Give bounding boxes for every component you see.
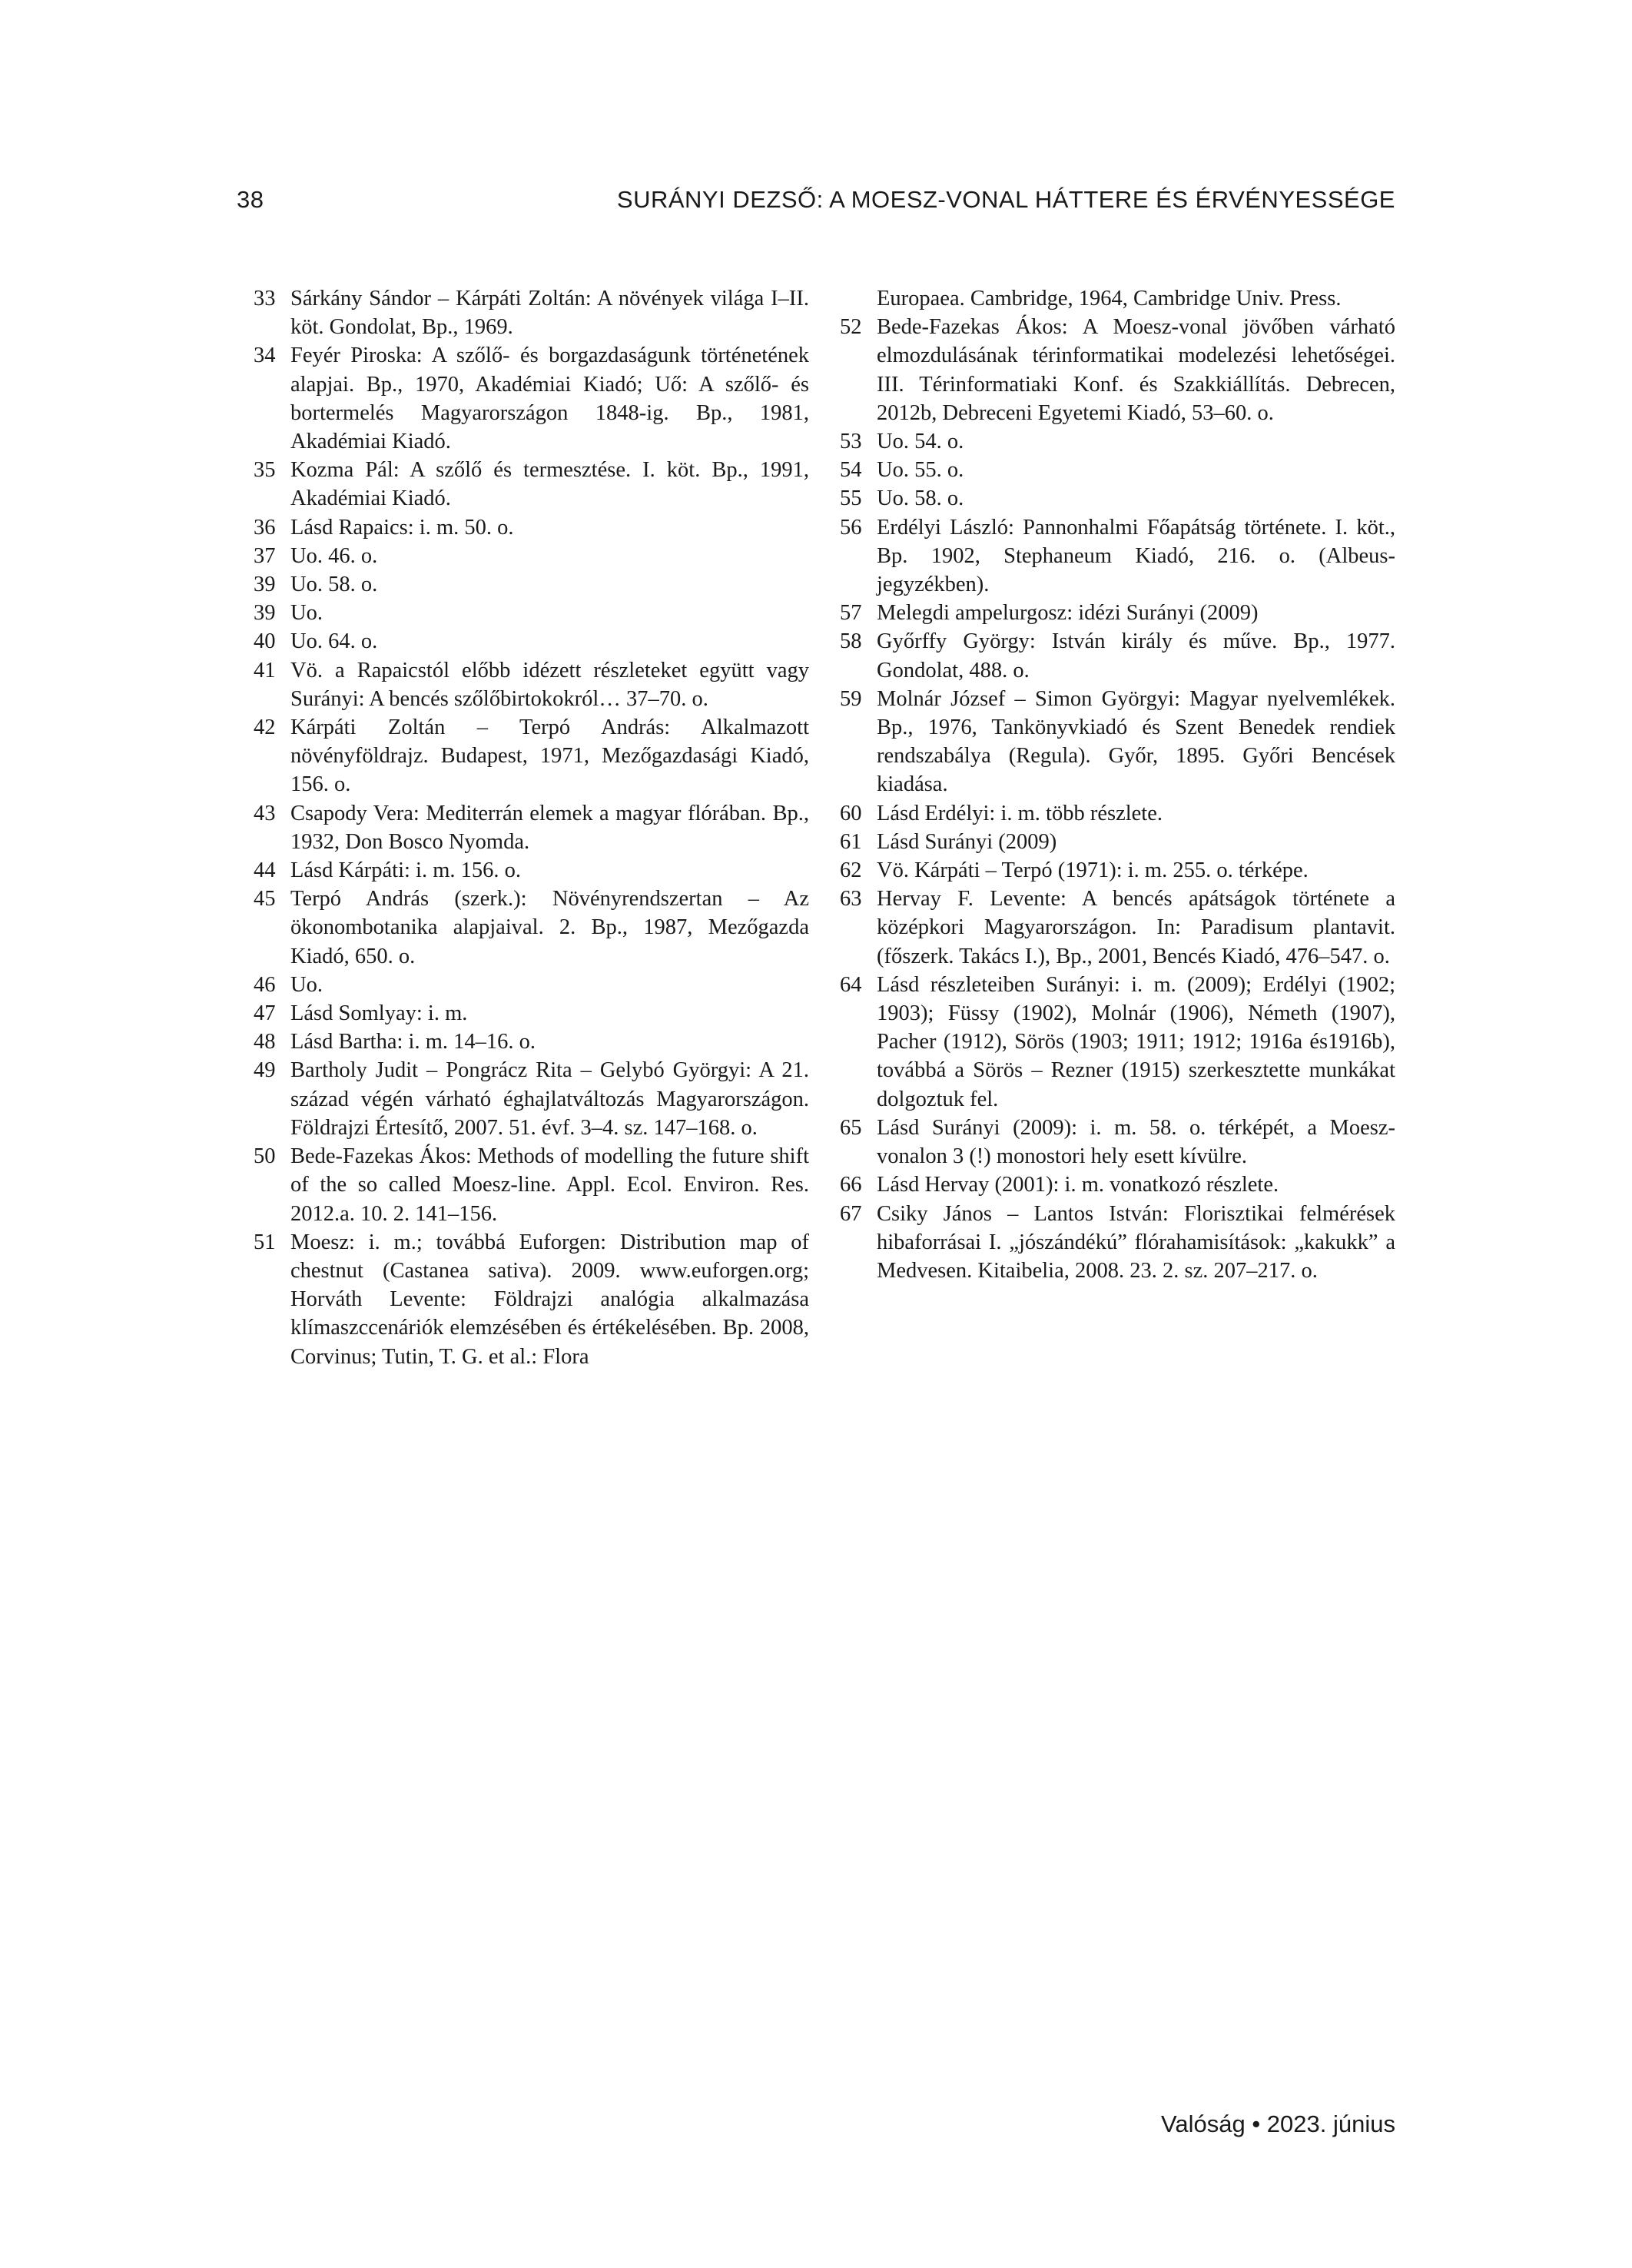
endnote <box>237 284 809 341</box>
endnote-number <box>823 284 877 313</box>
endnote-number: 47 <box>254 1001 276 1026</box>
page-footer: Valóság • 2023. június <box>1161 2110 1395 2137</box>
endnotes <box>237 284 1395 1371</box>
endnote-number: 45 <box>254 887 276 912</box>
endnote <box>823 1171 1395 1199</box>
endnote-text: Uo. <box>290 972 323 997</box>
endnote-text: Uo. 46. o. <box>290 543 378 568</box>
endnote-text: Csiky János – Lantos István: Florisztikai felmérések hibaforrásai I. „jószándékú” flórahamisítások: „kakukk” a Medvesen. Kitaibelia, 2008. 23. 2. sz. 207–217. o. <box>877 1201 1395 1283</box>
endnote-text: Vö. Kárpáti – Terpó (1971): i. m. 255. o. térképe. <box>877 858 1309 883</box>
endnote-text: Europaea. Cambridge, 1964, Cambridge Univ. Press. <box>877 287 1342 310</box>
endnote-text: Lásd Kárpáti: i. m. 156. o. <box>290 858 521 883</box>
endnote-text: Lásd Bartha: i. m. 14–16. o. <box>290 1030 536 1054</box>
endnote <box>823 685 1395 799</box>
endnote <box>237 599 809 627</box>
endnote <box>823 599 1395 627</box>
endnote <box>823 885 1395 971</box>
endnote <box>823 284 1395 313</box>
endnote-text: Uo. 64. o. <box>290 629 378 654</box>
endnote <box>823 484 1395 513</box>
endnote-text: Terpó András (szerk.): Növényrendszertan – Az ökonombotanika alapjaival. 2. Bp., 1987, Mezőgazda Kiadó, 650. o. <box>290 887 809 968</box>
endnote-number: 53 <box>840 430 862 454</box>
endnote <box>237 1028 809 1056</box>
endnote <box>237 456 809 513</box>
endnote <box>237 885 809 971</box>
endnote-number: 48 <box>254 1030 276 1054</box>
endnote-text: Sárkány Sándor – Kárpáti Zoltán: A növények világa I–II. köt. Gondolat, Bp., 1969. <box>290 287 809 340</box>
endnote <box>237 971 809 999</box>
endnote-number: 34 <box>254 344 276 368</box>
endnote-number: 50 <box>254 1144 276 1169</box>
endnote-text: Vö. a Rapaicstól előbb idézett részleteket együtt vagy Surányi: A bencés szőlőbirtokokról… 37–70. o. <box>290 658 809 711</box>
endnote-number: 44 <box>254 858 276 883</box>
endnote-text: Kozma Pál: A szőlő és termesztése. I. köt. Bp., 1991, Akadémiai Kiadó. <box>290 458 809 511</box>
endnote-text: Molnár József – Simon Györgyi: Magyar nyelvemlékek. Bp., 1976, Tankönyvkiadó és Szent Benedek rendiek rendszabálya (Regula). Győr, 1895. Győri Bencések kiadása. <box>877 686 1395 797</box>
endnote-number: 35 <box>254 458 276 483</box>
endnotes-left-column <box>237 284 809 1371</box>
endnote-number: 56 <box>840 515 862 540</box>
endnote-number: 36 <box>254 515 276 540</box>
endnote <box>237 341 809 456</box>
endnote <box>823 856 1395 885</box>
endnote-text: Lásd Surányi (2009): i. m. 58. o. térképét, a Moesz-vonalon 3 (!) monostori hely esett kívülre. <box>877 1115 1395 1169</box>
endnote <box>237 542 809 570</box>
endnote-text: Uo. 58. o. <box>877 486 964 511</box>
endnote-number: 62 <box>840 858 862 883</box>
endnote <box>823 799 1395 828</box>
endnote-number: 43 <box>254 801 276 825</box>
endnote-number: 57 <box>840 601 862 626</box>
endnote-text: Uo. 54. o. <box>877 430 964 454</box>
endnote-text: Lásd Somlyay: i. m. <box>290 1001 468 1026</box>
endnote-number: 41 <box>254 658 276 682</box>
endnote-text: Melegdi ampelurgosz: idézi Surányi (2009) <box>877 601 1259 626</box>
endnote-number: 33 <box>254 287 276 310</box>
endnote-number: 59 <box>840 686 862 711</box>
endnote-number: 60 <box>840 801 862 825</box>
endnote-text: Uo. 58. o. <box>290 573 378 597</box>
endnote <box>237 1056 809 1142</box>
endnote-number: 54 <box>840 458 862 483</box>
endnote-number: 55 <box>840 486 862 511</box>
endnote <box>823 427 1395 456</box>
endnote <box>823 513 1395 599</box>
endnote-number: 46 <box>254 972 276 997</box>
endnote-text: Győrffy György: István király és műve. Bp., 1977. Gondolat, 488. o. <box>877 629 1395 682</box>
endnote <box>237 856 809 885</box>
endnote-number: 65 <box>840 1115 862 1140</box>
endnote-number: 64 <box>840 972 862 997</box>
endnote <box>823 1114 1395 1171</box>
endnote-number: 61 <box>840 829 862 854</box>
endnote-text: Lásd Rapaics: i. m. 50. o. <box>290 515 514 540</box>
endnote-text: Bede-Fazekas Ákos: A Moesz-vonal jövőben várható elmozdulásának térinformatikai modelezési lehetőségei. III. Térinformatiaki Konf. és Szakkiállítás. Debrecen, 2012b, Debreceni Egyetemi Kiadó, 53–60. o. <box>877 315 1395 425</box>
endnote-number: 66 <box>840 1173 862 1197</box>
endnote <box>237 513 809 542</box>
endnote-text: Bede-Fazekas Ákos: Methods of modelling the future shift of the so called Moesz-line. Appl. Ecol. Environ. Res. 2012.a. 10. 2. 141–156. <box>290 1144 809 1226</box>
endnote-number: 63 <box>840 887 862 912</box>
endnote-number: 52 <box>840 315 862 340</box>
endnote-number: 39 <box>254 601 276 626</box>
endnote-text: Kárpáti Zoltán – Terpó András: Alkalmazott növényföldrajz. Budapest, 1971, Mezőgazdasági Kiadó, 156. o. <box>290 716 809 797</box>
endnote-text: Uo. <box>290 601 323 626</box>
endnote <box>237 1228 809 1371</box>
endnote <box>823 828 1395 856</box>
endnote <box>237 713 809 799</box>
endnote-number: 58 <box>840 629 862 654</box>
endnote-text: Moesz: i. m.; továbbá Euforgen: Distribution map of chestnut (Castanea sativa). 2009. www.euforgen.org; Horváth Levente: Földrajzi analógia alkalmazása klímaszccenáriók elemzésében és értékelésében. Bp. 2008, Corvinus; Tutin, T. G. et al.: Flora <box>290 1230 809 1369</box>
page-header <box>237 186 1395 223</box>
endnote-number: 37 <box>254 543 276 568</box>
endnote-text: Erdélyi László: Pannonhalmi Főapátság története. I. köt., Bp. 1902, Stephaneum Kiadó, 216. o. (Albeus-jegyzékben). <box>877 515 1395 597</box>
endnote <box>237 999 809 1028</box>
running-title: SURÁNYI DEZSŐ: A MOESZ-VONAL HÁTTERE ÉS ÉRVÉNYESSÉGE <box>616 186 1395 213</box>
endnote-text: Lásd Surányi (2009) <box>877 829 1057 854</box>
endnote-number: 67 <box>840 1201 862 1226</box>
endnote <box>823 313 1395 427</box>
endnote <box>237 799 809 856</box>
endnote <box>237 1142 809 1228</box>
endnote-text: Hervay F. Levente: A bencés apátságok története a középkori Magyarországon. In: Paradisum plantavit. (főszerk. Takács I.), Bp., 2001, Bencés Kiadó, 476–547. o. <box>877 887 1395 968</box>
endnote <box>823 1200 1395 1286</box>
endnote-text: Feyér Piroska: A szőlő- és borgazdaságunk történetének alapjai. Bp., 1970, Akadémiai Kiadó; Uő: A szőlő- és bortermelés Magyarországon 1848-ig. Bp., 1981, Akadémiai Kiadó. <box>290 344 809 454</box>
endnote-number: 51 <box>254 1230 276 1254</box>
endnote <box>823 971 1395 1114</box>
endnotes-right-column <box>823 284 1395 1371</box>
endnote <box>237 570 809 599</box>
endnote-text: Bartholy Judit – Pongrácz Rita – Gelybó Györgyi: A 21. század végén várható éghajlatváltozás Magyarországon. Földrajzi Értesítő, 2007. 51. évf. 3–4. sz. 147–168. o. <box>290 1058 809 1140</box>
endnote-text: Lásd részleteiben Surányi: i. m. (2009); Erdélyi (1902; 1903); Füssy (1902), Molnár (1906), Németh (1907), Pacher (1912), Sörös (1903; 1911; 1912; 1916a és1916b), továbbá a Sörös – Rezner (1915) szerkesztette munkákat dolgoztuk fel. <box>877 972 1395 1111</box>
endnote <box>823 456 1395 484</box>
endnote-number: 39 <box>254 573 276 597</box>
endnote-text: Uo. 55. o. <box>877 458 964 483</box>
page-number: 38 <box>237 186 264 213</box>
endnote-text: Csapody Vera: Mediterrán elemek a magyar flórában. Bp., 1932, Don Bosco Nyomda. <box>290 801 809 854</box>
endnote <box>237 627 809 656</box>
endnote-number: 49 <box>254 1058 276 1083</box>
endnote-number: 40 <box>254 629 276 654</box>
endnote-text: Lásd Hervay (2001): i. m. vonatkozó részlete. <box>877 1173 1279 1197</box>
endnote <box>823 627 1395 684</box>
endnote-number: 42 <box>254 716 276 740</box>
endnote-text: Lásd Erdélyi: i. m. több részlete. <box>877 801 1163 825</box>
endnote <box>237 656 809 713</box>
